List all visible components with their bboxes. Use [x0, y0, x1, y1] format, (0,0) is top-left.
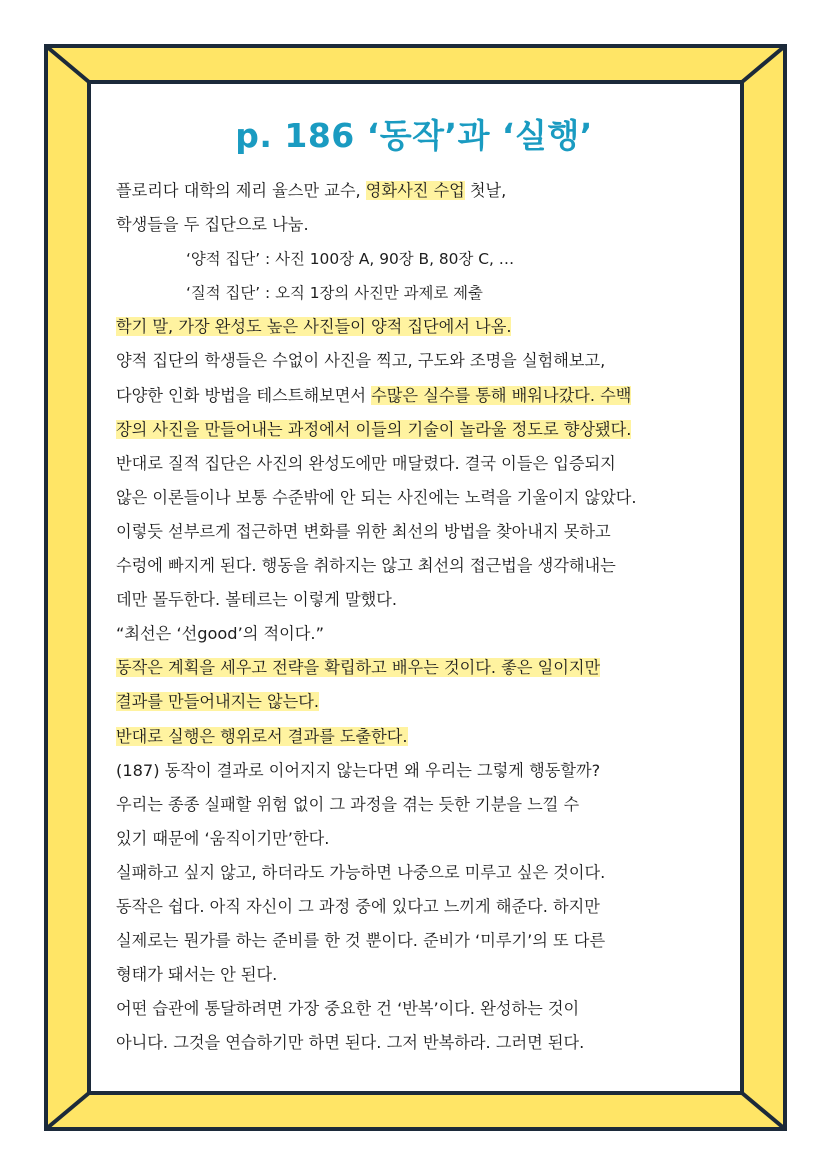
text-span: “최선은 ‘선good’의 적이다.” — [116, 624, 324, 644]
text-span: (187) 동작이 결과로 이어지지 않는다면 왜 우리는 그렇게 행동할까? — [116, 760, 601, 780]
text-line — [116, 992, 726, 1026]
text-line — [116, 310, 726, 344]
text-span: 데만 몰두한다. 볼테르는 이렇게 말했다. — [116, 590, 398, 610]
text-line — [116, 822, 726, 856]
text-span: 실제로는 뭔가를 하는 준비를 한 것 뿐이다. 준비가 ‘미루기’의 또 다른 — [116, 931, 606, 951]
highlighted-text: 결과를 만들어내지는 않는다. — [116, 692, 320, 712]
text-line — [116, 720, 726, 754]
text-line — [116, 208, 726, 242]
text-line — [116, 685, 726, 719]
text-span: 우리는 종종 실패할 위험 없이 그 과정을 겪는 듯한 기분을 느낄 수 — [116, 794, 580, 814]
text-line — [116, 958, 726, 992]
text-line — [116, 788, 726, 822]
highlighted-text: 영화사진 수업 — [365, 181, 465, 200]
text-line — [116, 856, 726, 890]
text-line — [116, 481, 726, 515]
text-span: ‘질적 집단’ : 오직 1장의 사진만 과제로 제출 — [186, 284, 483, 303]
body-text — [116, 174, 726, 1060]
text-span: 양적 집단의 학생들은 수없이 사진을 찍고, 구도와 조명을 실험해보고, — [116, 351, 606, 371]
text-line — [116, 379, 726, 413]
text-line — [116, 174, 726, 208]
text-line — [116, 924, 726, 958]
highlighted-text: 장의 사진을 만들어내는 과정에서 이들의 기술이 놀라울 정도로 향상됐다. — [116, 419, 632, 439]
text-line — [116, 754, 726, 788]
text-span: 있기 때문에 ‘움직이기만’한다. — [116, 828, 330, 848]
text-span: 실패하고 싶지 않고, 하더라도 가능하면 나중으로 미루고 싶은 것이다. — [116, 862, 606, 882]
text-line — [116, 549, 726, 583]
text-line — [116, 1026, 726, 1060]
text-span: 아니다. 그것을 연습하기만 하면 된다. 그저 반복하라. 그러면 된다. — [116, 1033, 585, 1053]
text-line — [116, 890, 726, 924]
text-span: 동작은 쉽다. 아직 자신이 그 과정 중에 있다고 느끼게 해준다. 하지만 — [116, 896, 600, 916]
text-line — [116, 617, 726, 651]
text-span: ‘양적 집단’ : 사진 100장 A, 90장 B, 80장 C, … — [186, 250, 515, 269]
highlighted-text: 수많은 실수를 통해 배워나갔다. 수백 — [371, 385, 632, 405]
text-line — [116, 447, 726, 481]
text-span: 플로리다 대학의 제리 율스만 교수, — [116, 181, 366, 200]
text-line — [116, 276, 726, 310]
text-line — [116, 344, 726, 378]
page-content — [89, 82, 739, 1089]
text-span: 학생들을 두 집단으로 나눔. — [116, 215, 309, 235]
page-title: p. 186 ‘동작’과 ‘실행’ — [235, 116, 593, 155]
text-line — [116, 651, 726, 685]
text-line — [116, 413, 726, 447]
highlighted-text: 학기 말, 가장 완성도 높은 사진들이 양적 집단에서 나옴. — [116, 317, 512, 337]
text-span: 반대로 질적 집단은 사진의 완성도에만 매달렸다. 결국 이들은 입증되지 — [116, 453, 616, 473]
text-line — [116, 515, 726, 549]
text-line — [116, 583, 726, 617]
text-span: 다양한 인화 방법을 테스트해보면서 — [116, 385, 372, 405]
text-span: 수렁에 빠지게 된다. 행동을 취하지는 않고 최선의 접근법을 생각해내는 — [116, 556, 616, 576]
highlighted-text: 반대로 실행은 행위로서 결과를 도출한다. — [116, 726, 408, 746]
text-line — [116, 242, 726, 276]
text-span: 어떤 습관에 통달하려면 가장 중요한 건 ‘반복’이다. 완성하는 것이 — [116, 999, 580, 1019]
highlighted-text: 동작은 계획을 세우고 전략을 확립하고 배우는 것이다. 좋은 일이지만 — [116, 658, 601, 678]
text-span: 이렇듯 섣부르게 접근하면 변화를 위한 최선의 방법을 찾아내지 못하고 — [116, 521, 611, 541]
text-span: 형태가 돼서는 안 된다. — [116, 965, 278, 985]
text-span: 않은 이론들이나 보통 수준밖에 안 되는 사진에는 노력을 기울이지 않았다. — [116, 487, 637, 507]
text-span: 첫날, — [464, 181, 507, 200]
